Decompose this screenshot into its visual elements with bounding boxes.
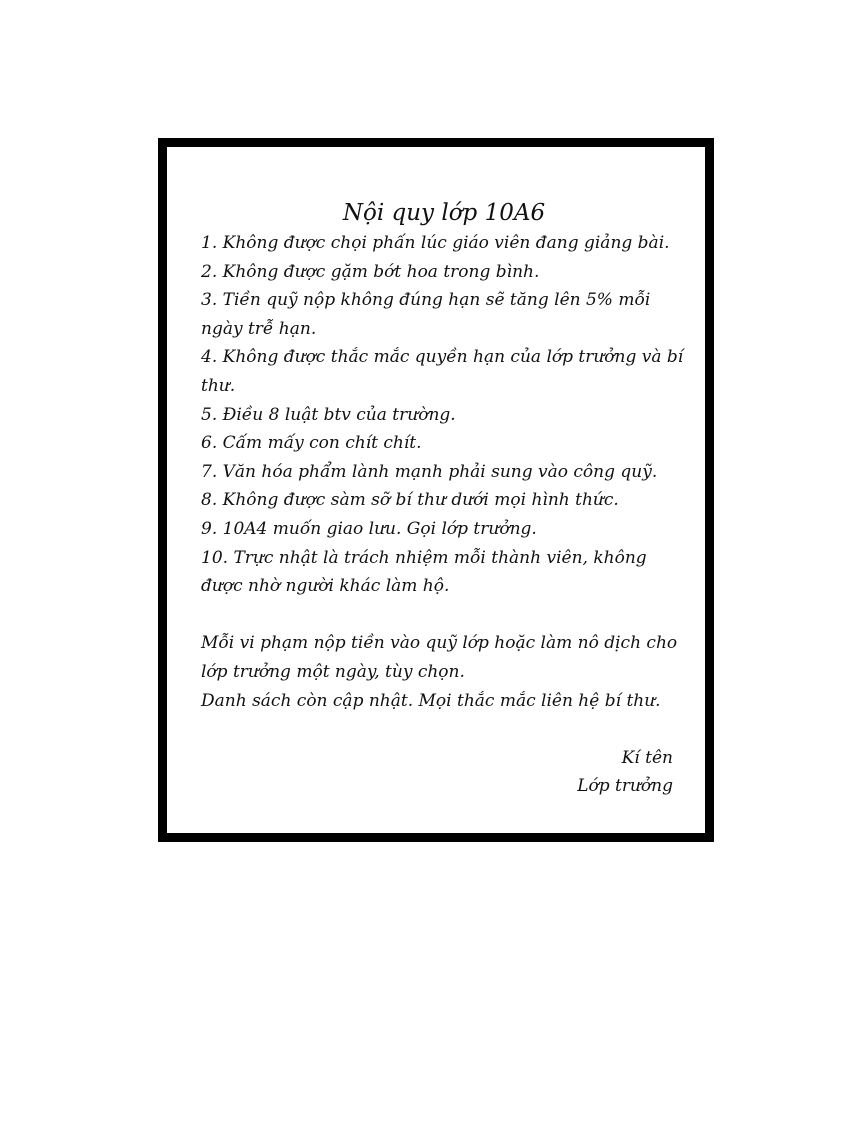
document-content: [201, 197, 687, 801]
rule-item: 5. Điều 8 luật btv của trường.: [201, 404, 456, 425]
rule-item: 4. Không được thắc mắc quyền hạn của lớp trưởng và bí thư.: [201, 347, 684, 396]
rule-item: 7. Văn hóa phẩm lành mạnh phải sung vào công quỹ.: [201, 461, 658, 482]
rule-item: 8. Không được sàm sỡ bí thư dưới mọi hình thức.: [201, 490, 619, 511]
rule-item: 10. Trực nhật là trách nhiệm mỗi thành viên, không được nhờ người khác làm hộ.: [201, 547, 647, 597]
document-frame: [158, 138, 714, 842]
rule-item: 1. Không được chọi phấn lúc giáo viên đang giảng bài.: [201, 233, 670, 253]
document-title: Nội quy lớp 10A6: [342, 200, 546, 226]
notes-block: [201, 629, 687, 715]
rule-item: 9. 10A4 muốn giao lưu. Gọi lớp trưởng.: [201, 518, 537, 539]
signature-label: Kí tên: [621, 747, 673, 768]
signature-name: Lớp trưởng: [577, 776, 673, 797]
update-note: Danh sách còn cập nhật. Mọi thắc mắc liên hệ bí thư.: [201, 690, 661, 711]
rules-list: [201, 229, 687, 601]
signature-block: [201, 744, 687, 801]
rule-item: 6. Cấm mấy con chít chít.: [201, 433, 422, 454]
rule-item: 2. Không được gặm bớt hoa trong bình.: [201, 261, 540, 282]
rule-item: 3. Tiền quỹ nộp không đúng hạn sẽ tăng lên 5% mỗi ngày trễ hạn.: [201, 290, 651, 339]
penalty-note: Mỗi vi phạm nộp tiền vào quỹ lớp hoặc làm nô dịch cho lớp trưởng một ngày, tùy chọn.: [201, 633, 678, 682]
